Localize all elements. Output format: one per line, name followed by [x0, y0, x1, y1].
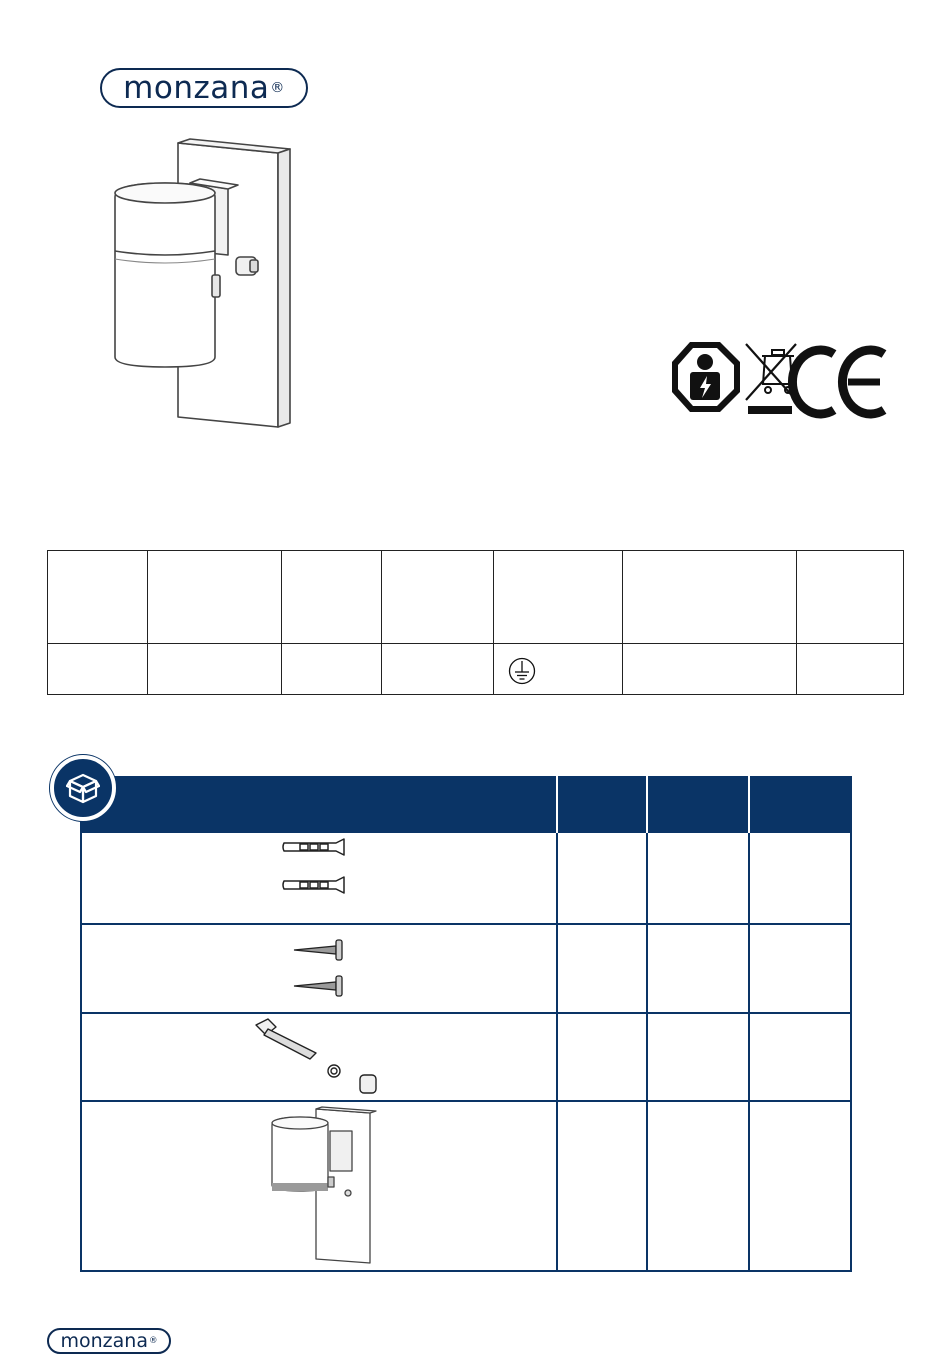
spec-header-cell: [48, 551, 148, 644]
row-divider: [82, 923, 850, 925]
package-box-icon: [66, 771, 100, 805]
header-divider: [556, 776, 558, 833]
spec-header-cell: [382, 551, 494, 644]
spec-value-cell: [48, 644, 148, 695]
spec-value-cell: [494, 644, 623, 695]
spec-value-cell: [797, 644, 904, 695]
spec-header-cell: [494, 551, 623, 644]
ce-mark-icon: [792, 350, 884, 414]
package-contents-body: [80, 833, 852, 1272]
column-divider: [646, 833, 648, 1270]
header-divider: [748, 776, 750, 833]
registered-mark: ®: [270, 80, 285, 96]
header-divider: [646, 776, 648, 833]
spec-value-cell: [623, 644, 797, 695]
spec-value-row: [48, 644, 904, 695]
package-badge: [50, 755, 116, 821]
spec-value-cell: [282, 644, 382, 695]
row-divider: [82, 1100, 850, 1102]
bolt-nut-washer-icon: [250, 1017, 386, 1097]
footer-registered-mark: ®: [148, 1336, 158, 1346]
spec-header-cell: [623, 551, 797, 644]
spec-header-cell: [148, 551, 282, 644]
package-contents-header: [80, 776, 852, 833]
column-divider: [748, 833, 750, 1270]
product-illustration: [100, 135, 300, 435]
wood-screw-icon: [290, 938, 350, 1000]
spec-header-cell: [282, 551, 382, 644]
row-divider: [82, 1012, 850, 1014]
spec-header-row: [48, 551, 904, 644]
qualified-electrician-icon: [672, 342, 740, 412]
wall-plug-icon: [278, 835, 354, 901]
protective-earth-icon: [508, 656, 536, 686]
column-divider: [556, 833, 558, 1270]
wall-lamp-icon: [268, 1105, 378, 1265]
spec-value-cell: [382, 644, 494, 695]
brand-logo: [100, 68, 308, 108]
footer-logo-text: monzana: [60, 1330, 148, 1352]
footer-brand-logo: [47, 1328, 171, 1354]
spec-table: [47, 550, 904, 695]
certification-symbols: [670, 340, 895, 425]
brand-logo-text: monzana: [123, 70, 270, 106]
spec-header-cell: [797, 551, 904, 644]
spec-value-cell: [148, 644, 282, 695]
